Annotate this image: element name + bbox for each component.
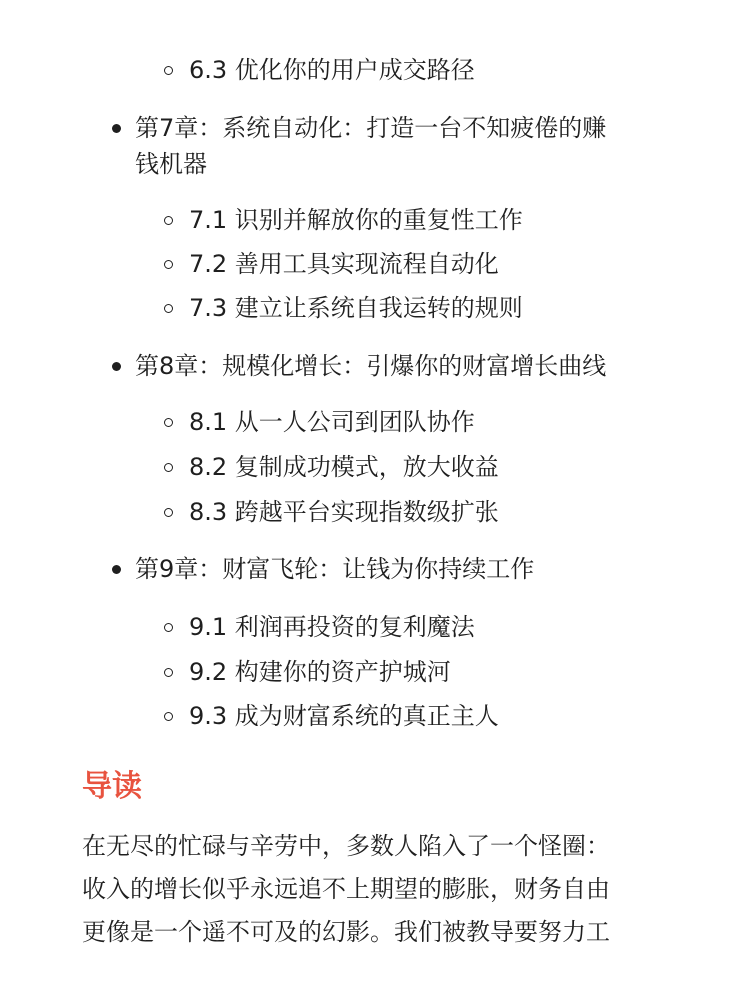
chapter-bullet-disc-icon <box>112 362 121 371</box>
section-9-1: 9.1 利润再投资的复利魔法 <box>189 613 475 641</box>
section-7-1: 7.1 识别并解放你的重复性工作 <box>189 206 523 234</box>
sub-bullet-circle-icon <box>164 304 173 313</box>
sub-bullet-circle-icon <box>164 463 173 472</box>
sub-bullet-circle-icon <box>164 260 173 269</box>
chapter-7-title-cont: 钱机器 <box>135 150 207 178</box>
chapter-bullet-disc-icon <box>112 124 121 133</box>
section-7-3: 7.3 建立让系统自我运转的规则 <box>189 294 523 322</box>
section-9-3: 9.3 成为财富系统的真正主人 <box>189 702 499 730</box>
intro-paragraph-line-2: 收入的增长似乎永远追不上期望的膨胀，财务自由 <box>82 875 610 903</box>
section-8-1: 8.1 从一人公司到团队协作 <box>189 408 475 436</box>
sub-bullet-circle-icon <box>164 712 173 721</box>
intro-paragraph-line-1: 在无尽的忙碌与辛劳中，多数人陷入了一个怪圈： <box>82 832 610 860</box>
section-6-3: 6.3 优化你的用户成交路径 <box>189 56 475 84</box>
chapter-8-title: 第8章：规模化增长：引爆你的财富增长曲线 <box>135 352 607 380</box>
section-8-2: 8.2 复制成功模式，放大收益 <box>189 453 499 481</box>
section-7-2: 7.2 善用工具实现流程自动化 <box>189 250 499 278</box>
section-9-2: 9.2 构建你的资产护城河 <box>189 658 451 686</box>
sub-bullet-circle-icon <box>164 216 173 225</box>
intro-paragraph-line-3: 更像是一个遥不可及的幻影。我们被教导要努力工 <box>82 918 610 946</box>
sub-bullet-circle-icon <box>164 418 173 427</box>
section-8-3: 8.3 跨越平台实现指数级扩张 <box>189 498 499 526</box>
sub-bullet-circle-icon <box>164 623 173 632</box>
sub-bullet-circle-icon <box>164 508 173 517</box>
sub-bullet-circle-icon <box>164 66 173 75</box>
chapter-9-title: 第9章：财富飞轮：让钱为你持续工作 <box>135 555 535 583</box>
intro-heading: 导读 <box>82 769 142 804</box>
chapter-7-title: 第7章：系统自动化：打造一台不知疲倦的赚 <box>135 114 607 142</box>
sub-bullet-circle-icon <box>164 668 173 677</box>
chapter-bullet-disc-icon <box>112 565 121 574</box>
